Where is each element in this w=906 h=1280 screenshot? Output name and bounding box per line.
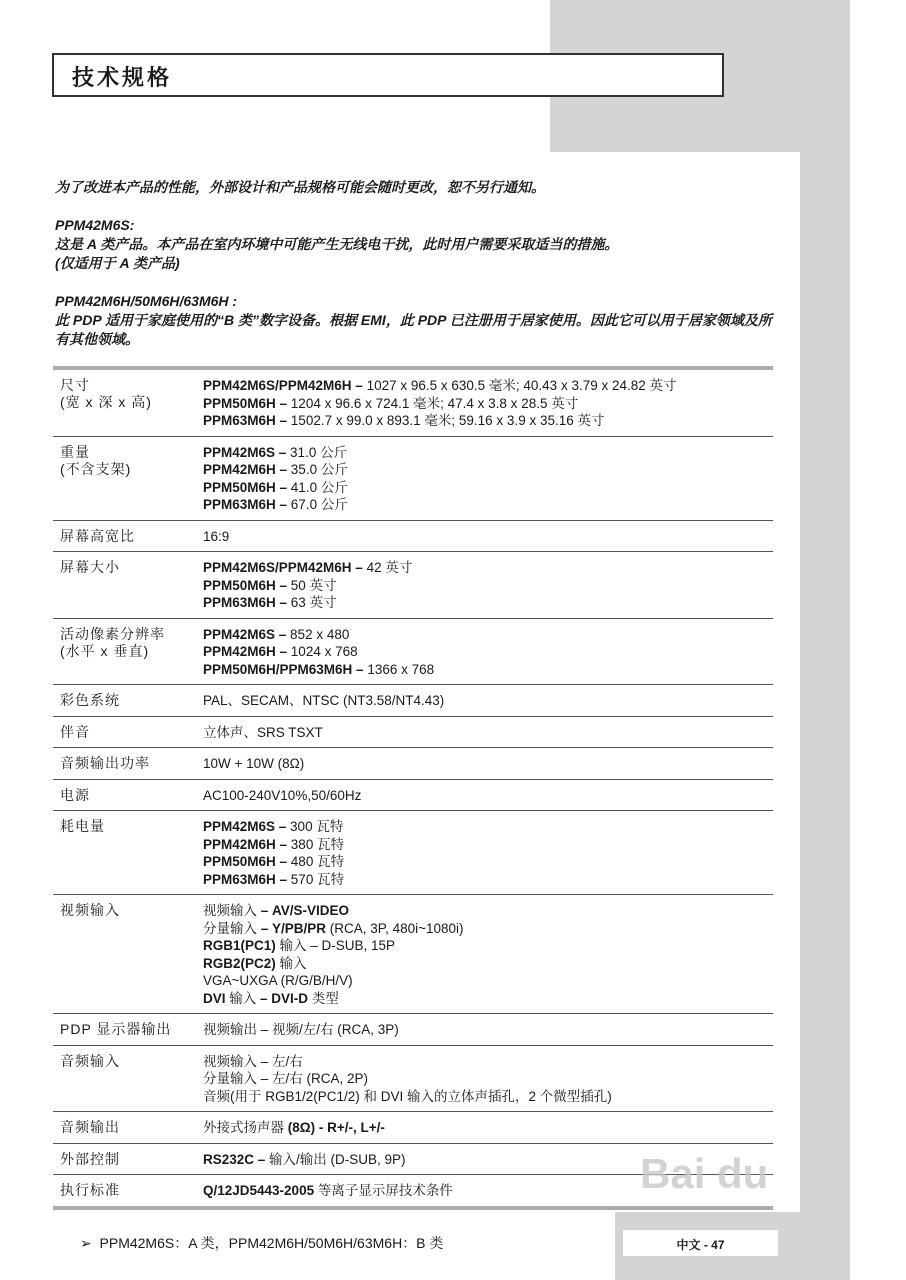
spec-row xyxy=(53,895,773,1014)
spec-value-segment: 视频输入 xyxy=(203,903,261,918)
spec-label-line: (宽 x 深 x 高) xyxy=(60,394,152,410)
spec-row xyxy=(53,1112,773,1144)
spec-row xyxy=(53,685,773,717)
spec-value-segment: 视频输出 – 视频/左/右 (RCA, 3P) xyxy=(203,1022,399,1037)
footer-note-text: PPM42M6S：A 类，PPM42M6H/50M6H/63M6H：B 类 xyxy=(99,1235,444,1251)
spec-label-line: PDP 显示器输出 xyxy=(60,1021,172,1037)
spec-value-line xyxy=(203,1021,773,1039)
spec-value-segment: 380 瓦特 xyxy=(290,836,345,852)
spec-value-segment: 视频输入 – 左/右 xyxy=(203,1053,303,1069)
spec-value-segment: 50 英寸 xyxy=(290,577,337,593)
spec-label-line: (不含支架) xyxy=(60,460,132,477)
spec-value-segment: 31.0 公斤 xyxy=(290,444,348,460)
spec-value-segment: RGB2(PC2) xyxy=(203,955,276,971)
spec-value-line xyxy=(203,755,773,773)
page-title: 技术规格 xyxy=(52,53,724,97)
spec-value xyxy=(203,1021,773,1039)
spec-value-segment: PPM42M6S – xyxy=(203,444,291,460)
spec-label-line: 外部控制 xyxy=(60,1150,120,1167)
spec-label xyxy=(53,377,203,430)
spec-value-line xyxy=(203,643,773,661)
spec-value-segment: PAL、SECAM、NTSC (NT3.58/NT4.43) xyxy=(203,693,445,708)
spec-value-segment: RS232C – xyxy=(203,1151,270,1167)
spec-value-line xyxy=(203,1053,773,1071)
spec-label-line: 伴音 xyxy=(60,723,90,740)
spec-value-segment: 42 英寸 xyxy=(366,560,413,575)
spec-value xyxy=(203,377,773,430)
spec-value-line xyxy=(203,871,773,889)
spec-value-segment: PPM50M6H – xyxy=(203,577,291,593)
spec-value-segment: 1366 x 768 xyxy=(367,661,435,677)
spec-label-line: 彩色系统 xyxy=(60,692,120,708)
spec-label-line: 屏幕大小 xyxy=(60,559,120,575)
spec-value-line xyxy=(203,661,773,679)
spec-label xyxy=(53,444,203,514)
spec-value xyxy=(203,1053,773,1106)
spec-label-line: 电源 xyxy=(60,786,90,803)
spec-value-segment: PPM50M6H – xyxy=(203,854,291,869)
spec-value-line xyxy=(203,853,773,871)
spec-value-segment: (RCA, 3P, 480i~1080i) xyxy=(326,920,464,936)
spec-value-segment: PPM63M6H – xyxy=(203,413,291,428)
spec-value-segment: 音频(用于 RGB1/2(PC1/2) 和 DVI 输入的立体声插孔，2 个微型插孔) xyxy=(203,1088,612,1104)
spec-label xyxy=(53,1053,203,1106)
spec-value-segment: 输入 xyxy=(225,990,261,1006)
spec-value-line xyxy=(203,724,773,742)
spec-label-line: 音频输入 xyxy=(60,1052,120,1069)
spec-label-line: 音频输出 xyxy=(60,1119,120,1135)
spec-row xyxy=(53,1046,773,1113)
spec-value xyxy=(203,902,773,1007)
spec-value-line xyxy=(203,577,773,595)
spec-label-line: 尺寸 xyxy=(60,377,90,393)
spec-value xyxy=(203,1119,773,1137)
spec-table xyxy=(53,366,773,1210)
spec-label-line: 音频输出功率 xyxy=(60,755,150,771)
spec-value-segment: PPM42M6H – xyxy=(203,462,291,477)
spec-row xyxy=(53,521,773,553)
spec-value-segment: – DVI-D xyxy=(260,990,309,1006)
spec-value xyxy=(203,755,773,773)
spec-value xyxy=(203,818,773,888)
spec-value-segment: 输入/输出 (D-SUB, 9P) xyxy=(269,1151,406,1167)
spec-label-line: 屏幕高宽比 xyxy=(60,527,135,544)
spec-value-line xyxy=(203,818,773,836)
spec-value-segment: PPM42M6H – xyxy=(203,836,291,852)
spec-value-line xyxy=(203,377,773,395)
spec-value-segment: 41.0 公斤 xyxy=(290,479,348,495)
baidu-watermark: Bai du xyxy=(640,1150,769,1197)
spec-value-segment: PPM42M6H – xyxy=(203,644,291,659)
spec-value-line xyxy=(203,528,773,546)
class-b-model: PPM42M6H/50M6H/63M6H : xyxy=(55,293,238,309)
spec-value-line xyxy=(203,972,773,990)
spec-value-segment: 等离子显示屏技术条件 xyxy=(314,1183,453,1198)
spec-value-segment: 立体声、SRS TSXT xyxy=(203,724,323,740)
spec-value-line xyxy=(203,479,773,497)
spec-value-segment: 1204 x 96.6 x 724.1 毫米; 47.4 x 3.8 x 28.5 英寸 xyxy=(290,395,579,411)
spec-label-line: 重量 xyxy=(60,443,90,460)
spec-value-segment: PPM42M6S – xyxy=(203,819,291,834)
class-b-text: 此 PDP 适用于家庭使用的“B 类”数字设备。根据 EMI，此 PDP 已注册用于居家使用。因此它可以用于居家领域及所有其他领域。 xyxy=(55,312,772,347)
notice-text: 为了改进本产品的性能，外部设计和产品规格可能会随时更改，恕不另行通知。 xyxy=(55,179,545,195)
spec-value-segment: 1027 x 96.5 x 630.5 毫米; 40.43 x 3.79 x 24.82 英寸 xyxy=(366,378,677,393)
spec-label xyxy=(53,755,203,773)
spec-value xyxy=(203,724,773,742)
spec-label-line: 视频输入 xyxy=(60,902,120,918)
spec-value-line xyxy=(203,626,773,644)
spec-value-segment: PPM50M6H/PPM63M6H – xyxy=(203,661,368,677)
spec-row xyxy=(53,1014,773,1046)
spec-label xyxy=(53,1119,203,1137)
spec-label xyxy=(53,692,203,710)
spec-value-line xyxy=(203,461,773,479)
spec-value-line xyxy=(203,1119,773,1137)
spec-value-line xyxy=(203,787,773,805)
spec-value-line xyxy=(203,920,773,938)
spec-value-line xyxy=(203,559,773,577)
spec-row xyxy=(53,437,773,521)
spec-value-segment: 1502.7 x 99.0 x 893.1 毫米; 59.16 x 3.9 x 35.16 英寸 xyxy=(290,413,605,428)
spec-value-segment: 输入 xyxy=(275,955,307,971)
spec-value-segment: 852 x 480 xyxy=(290,626,350,642)
spec-value-line xyxy=(203,444,773,462)
spec-value-segment: PPM42M6S – xyxy=(203,626,291,642)
footer-note xyxy=(80,1233,443,1253)
spec-value-segment: Q/12JD5443-2005 xyxy=(203,1183,315,1198)
spec-value xyxy=(203,787,773,805)
spec-value-segment: 10W + 10W (8Ω) xyxy=(203,756,305,771)
spec-value-line xyxy=(203,395,773,413)
spec-value-segment: DVI xyxy=(203,990,226,1006)
class-a-note: (仅适用于 A 类产品) xyxy=(55,255,180,271)
spec-value-line xyxy=(203,1070,773,1088)
spec-label xyxy=(53,626,203,679)
spec-value-line xyxy=(203,496,773,514)
spec-row xyxy=(53,552,773,619)
spec-value-segment: PPM42M6S/PPM42M6H – xyxy=(203,378,367,393)
spec-value-segment: 输入 – D-SUB, 15P xyxy=(275,938,396,953)
spec-label xyxy=(53,818,203,888)
spec-label xyxy=(53,528,203,546)
spec-value-segment: – Y/PB/PR xyxy=(260,920,327,936)
spec-value-line xyxy=(203,594,773,612)
spec-value xyxy=(203,626,773,679)
class-a-text: 这是 A 类产品。本产品在室内环境中可能产生无线电干扰，此时用户需要采取适当的措施。 xyxy=(55,236,619,252)
spec-value xyxy=(203,444,773,514)
spec-row xyxy=(53,811,773,895)
spec-value-segment: 分量输入 – 左/右 (RCA, 2P) xyxy=(203,1071,369,1086)
spec-label xyxy=(53,559,203,612)
spec-row xyxy=(53,780,773,812)
spec-value-line xyxy=(203,1088,773,1106)
arrow-icon: ➢ xyxy=(80,1235,100,1251)
spec-label xyxy=(53,1021,203,1039)
gray-side-band xyxy=(800,152,850,1280)
spec-value-line xyxy=(203,990,773,1008)
class-a-model: PPM42M6S: xyxy=(55,217,135,233)
spec-value-segment: RGB1(PC1) xyxy=(203,938,276,953)
spec-value-line xyxy=(203,955,773,973)
spec-value-segment: 35.0 公斤 xyxy=(290,462,348,477)
spec-value-line xyxy=(203,836,773,854)
spec-value-line xyxy=(203,692,773,710)
spec-value-segment: 外接式扬声器 xyxy=(203,1120,288,1135)
spec-value-segment: 300 瓦特 xyxy=(290,819,344,834)
spec-label-line: 活动像素分辨率 xyxy=(60,625,165,642)
spec-label-line: (水平 x 垂直) xyxy=(60,642,150,659)
spec-label-line: 执行标准 xyxy=(60,1182,120,1198)
spec-value-segment: – AV/S-VIDEO xyxy=(260,903,350,918)
spec-value-segment: PPM63M6H – xyxy=(203,497,291,512)
spec-row xyxy=(53,619,773,686)
spec-value-segment: PPM63M6H – xyxy=(203,595,291,610)
intro-notes xyxy=(55,178,785,368)
spec-value-segment: AC100-240V10%,50/60Hz xyxy=(203,787,362,803)
spec-value-segment: PPM50M6H – xyxy=(203,395,291,411)
spec-value-segment: 67.0 公斤 xyxy=(290,497,348,512)
spec-value-line xyxy=(203,902,773,920)
spec-label xyxy=(53,902,203,1007)
spec-value-segment: 1024 x 768 xyxy=(290,644,358,659)
spec-value-segment: 480 瓦特 xyxy=(290,854,345,869)
spec-value-segment: 分量输入 xyxy=(203,920,261,936)
spec-value-segment: PPM42M6S/PPM42M6H – xyxy=(203,560,367,575)
spec-value xyxy=(203,692,773,710)
spec-value-segment: 类型 xyxy=(308,990,339,1006)
spec-row xyxy=(53,717,773,749)
spec-label xyxy=(53,724,203,742)
spec-label xyxy=(53,787,203,805)
spec-value-segment: PPM50M6H – xyxy=(203,479,291,495)
spec-value-segment: 570 瓦特 xyxy=(290,871,345,887)
spec-row xyxy=(53,370,773,437)
spec-value-line xyxy=(203,937,773,955)
spec-value-segment: (8Ω) - R+/-, L+/- xyxy=(287,1120,385,1135)
page-number: 中文 - 47 xyxy=(623,1230,778,1256)
spec-row xyxy=(53,748,773,780)
spec-label xyxy=(53,1182,203,1200)
spec-value-segment: 16:9 xyxy=(203,528,230,544)
spec-value-line xyxy=(203,412,773,430)
spec-value-segment: PPM63M6H – xyxy=(203,871,291,887)
spec-label xyxy=(53,1151,203,1169)
spec-value-segment: VGA~UXGA (R/G/B/H/V) xyxy=(203,973,353,988)
spec-value xyxy=(203,559,773,612)
spec-value-segment: 63 英寸 xyxy=(290,595,337,610)
spec-label-line: 耗电量 xyxy=(60,818,105,834)
spec-value xyxy=(203,528,773,546)
